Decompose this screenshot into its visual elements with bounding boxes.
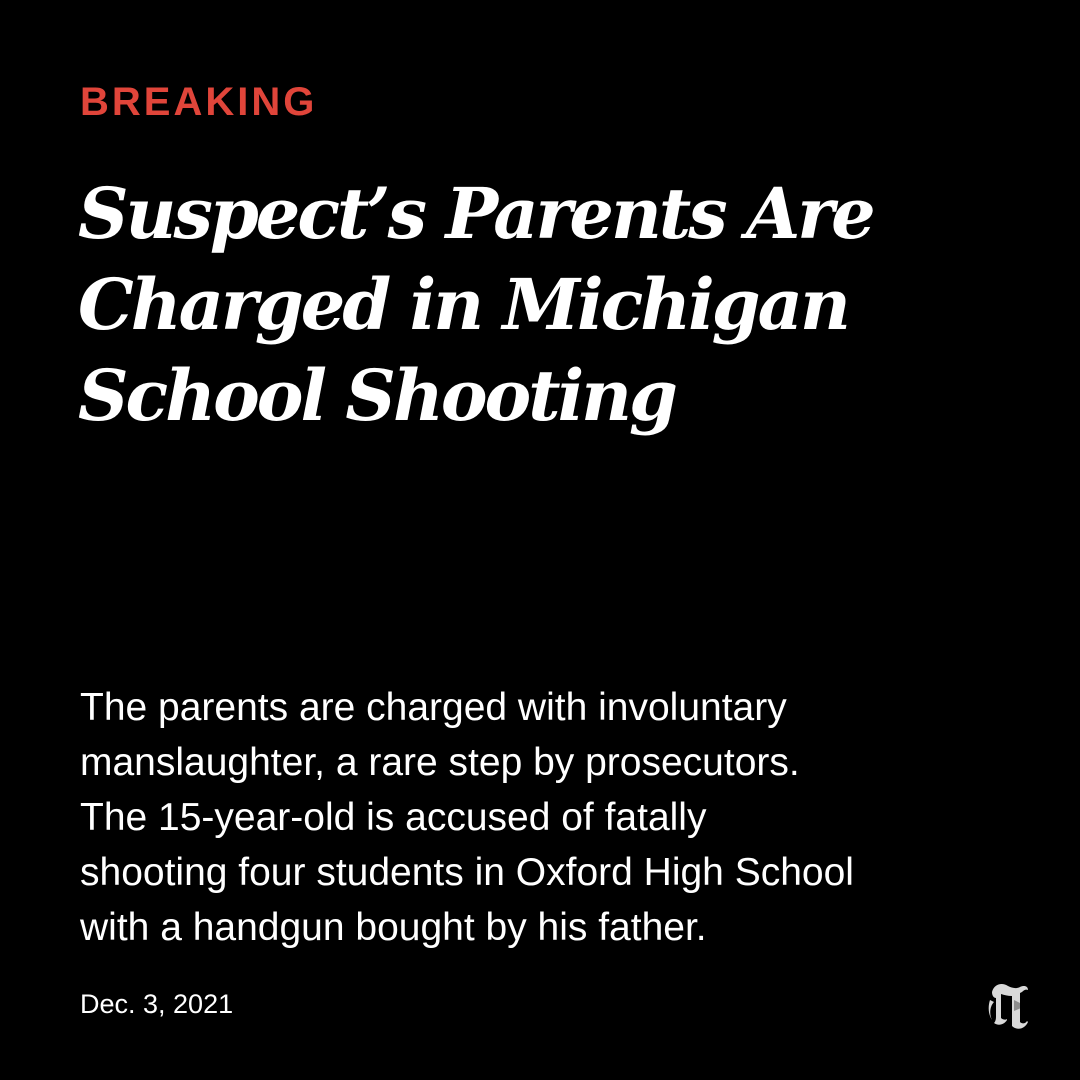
summary-line: with a handgun bought by his father. — [80, 906, 707, 949]
headline-line: School Shooting — [78, 354, 675, 437]
publish-date: Dec. 3, 2021 — [80, 989, 234, 1019]
headline-line: Suspect’s Parents Are — [78, 172, 873, 255]
breaking-label: BREAKING — [80, 80, 318, 124]
headline — [78, 168, 873, 441]
headline-line: Charged in Michigan — [78, 263, 848, 346]
nyt-t-logo-icon — [984, 978, 1034, 1034]
summary-line: shooting four students in Oxford High School — [80, 851, 854, 894]
summary-line: The parents are charged with involuntary — [80, 686, 787, 729]
summary — [80, 680, 980, 955]
summary-line: manslaughter, a rare step by prosecutors. — [80, 741, 800, 784]
summary-line: The 15-year-old is accused of fatally — [80, 796, 707, 839]
